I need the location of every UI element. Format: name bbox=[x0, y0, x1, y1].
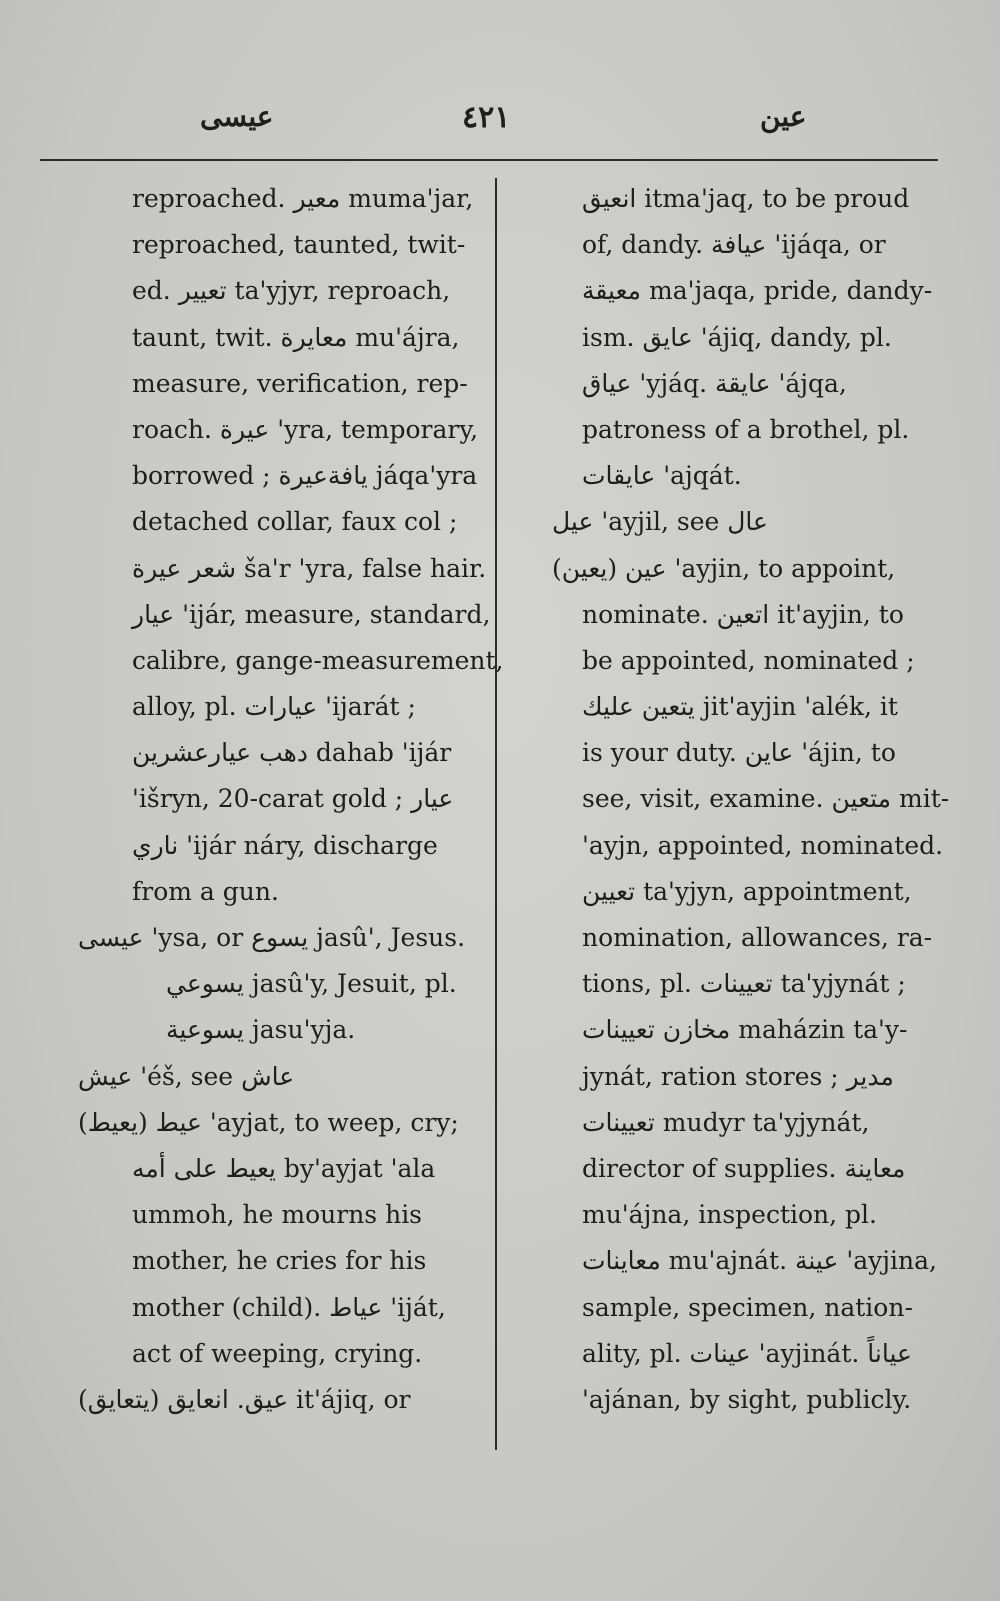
text-line: 'išryn, 20-carat gold ; عيار bbox=[132, 784, 454, 814]
text-line: ummoh, he mourns his bbox=[132, 1200, 423, 1230]
text-line: عايقات 'ajqát. bbox=[582, 461, 742, 491]
text-line: ناري 'ijár náry, discharge bbox=[132, 830, 438, 860]
text-line: alloy, pl. عيارات 'ijarát ; bbox=[132, 692, 416, 722]
text-line: from a gun. bbox=[132, 876, 279, 906]
text-line: انعيق itma'jaq, to be proud bbox=[582, 184, 910, 213]
text-line: is your duty. عاين 'ájin, to bbox=[582, 738, 896, 768]
text-line: عيل 'ayjil, see عال bbox=[552, 507, 768, 537]
text-line: عيسى 'ysa, or يسوع jasû', Jesus. bbox=[78, 923, 466, 952]
text-line: jynát, ration stores ; مدير bbox=[582, 1061, 894, 1091]
running-head-right: عين bbox=[760, 100, 807, 133]
running-head-left: عيسى bbox=[200, 100, 274, 133]
text-line: يسوعية jasu'yja. bbox=[166, 1015, 356, 1045]
text-line: tions, pl. تعيينات ta'yjynát ; bbox=[582, 969, 906, 999]
text-line: detached collar, faux col ; bbox=[132, 507, 458, 537]
text-line: 'ayjn, appointed, nominated. bbox=[582, 830, 944, 860]
text-line: عياق 'yjáq. عايقة 'ájqa, bbox=[582, 368, 847, 398]
text-line: see, visit, examine. متعين mit- bbox=[582, 784, 950, 814]
text-line: calibre, gange-measurement, bbox=[132, 645, 504, 675]
text-line: مخازن تعيينات maházin ta'y- bbox=[582, 1015, 908, 1045]
text-line: act of weeping, crying. bbox=[132, 1338, 423, 1368]
text-line: 'ajánan, by sight, publicly. bbox=[582, 1384, 912, 1414]
text-line: mu'ájna, inspection, pl. bbox=[582, 1200, 877, 1230]
text-line: معاينات mu'ajnát. عينة 'ayjina, bbox=[582, 1246, 937, 1276]
text-line: دهب عيارعشرين dahab 'ijár bbox=[132, 738, 452, 768]
text-line: يتعين عليك jit'ayjin 'alék, it bbox=[582, 692, 898, 722]
text-line: عيش 'éš, see عاش bbox=[78, 1061, 295, 1091]
text-line: nominate. اتعين it'ayjin, to bbox=[582, 599, 904, 629]
text-line: ed. تعيير ta'yjyr, reproach, bbox=[132, 276, 451, 306]
header-rule bbox=[40, 159, 938, 161]
text-line: ism. عايق 'ájiq, dandy, pl. bbox=[582, 322, 892, 352]
text-line: يسوعي jasû'y, Jesuit, pl. bbox=[166, 969, 457, 999]
text-line: sample, specimen, nation- bbox=[582, 1292, 913, 1322]
left-column bbox=[70, 176, 504, 1423]
text-line: يعيط على أمه by'ayjat 'ala bbox=[132, 1153, 436, 1183]
text-line: عين (يعين) 'ayjin, to appoint, bbox=[552, 553, 896, 583]
text-line: taunt, twit. معايرة mu'ájra, bbox=[132, 322, 460, 352]
right-column bbox=[552, 176, 950, 1423]
text-line: ality, pl. عينات 'ayjinát. عياناً bbox=[582, 1338, 912, 1368]
text-line: معيقة ma'jaqa, pride, dandy- bbox=[582, 276, 933, 306]
text-line: تعيينات mudyr ta'yjynát, bbox=[582, 1107, 870, 1137]
text-line: عيق. انعايق (يتعايق) it'ájiq, or bbox=[78, 1384, 411, 1414]
text-line: شعر عيرة ša'r 'yra, false hair. bbox=[132, 553, 487, 583]
text-line: borrowed ; يافةعيرة jáqa'yra bbox=[132, 461, 478, 491]
text-line: عيار 'ijár, measure, standard, bbox=[132, 599, 491, 629]
text-line: of, dandy. عيافة 'ijáqa, or bbox=[582, 230, 886, 260]
text-line: be appointed, nominated ; bbox=[582, 645, 915, 675]
text-line: reproached, taunted, twit- bbox=[132, 230, 466, 260]
text-line: director of supplies. معاينة bbox=[582, 1153, 906, 1183]
text-line: عيط (يعيط) 'ayjat, to weep, cry; bbox=[78, 1107, 459, 1137]
text-line: measure, verification, rep- bbox=[132, 368, 468, 398]
text-line: nomination, allowances, ra- bbox=[582, 923, 933, 952]
page-number: ٤٢١ bbox=[462, 100, 511, 135]
text-line: patroness of a brothel, pl. bbox=[582, 414, 910, 444]
text-line: mother (child). عياط 'iját, bbox=[132, 1292, 446, 1322]
text-line: تعيين ta'yjyn, appointment, bbox=[582, 876, 912, 906]
column-divider bbox=[495, 178, 497, 1450]
text-line: reproached. معير muma'jar, bbox=[132, 184, 474, 213]
text-line: roach. عيرة 'yra, temporary, bbox=[132, 414, 479, 444]
text-line: mother, he cries for his bbox=[132, 1246, 427, 1276]
